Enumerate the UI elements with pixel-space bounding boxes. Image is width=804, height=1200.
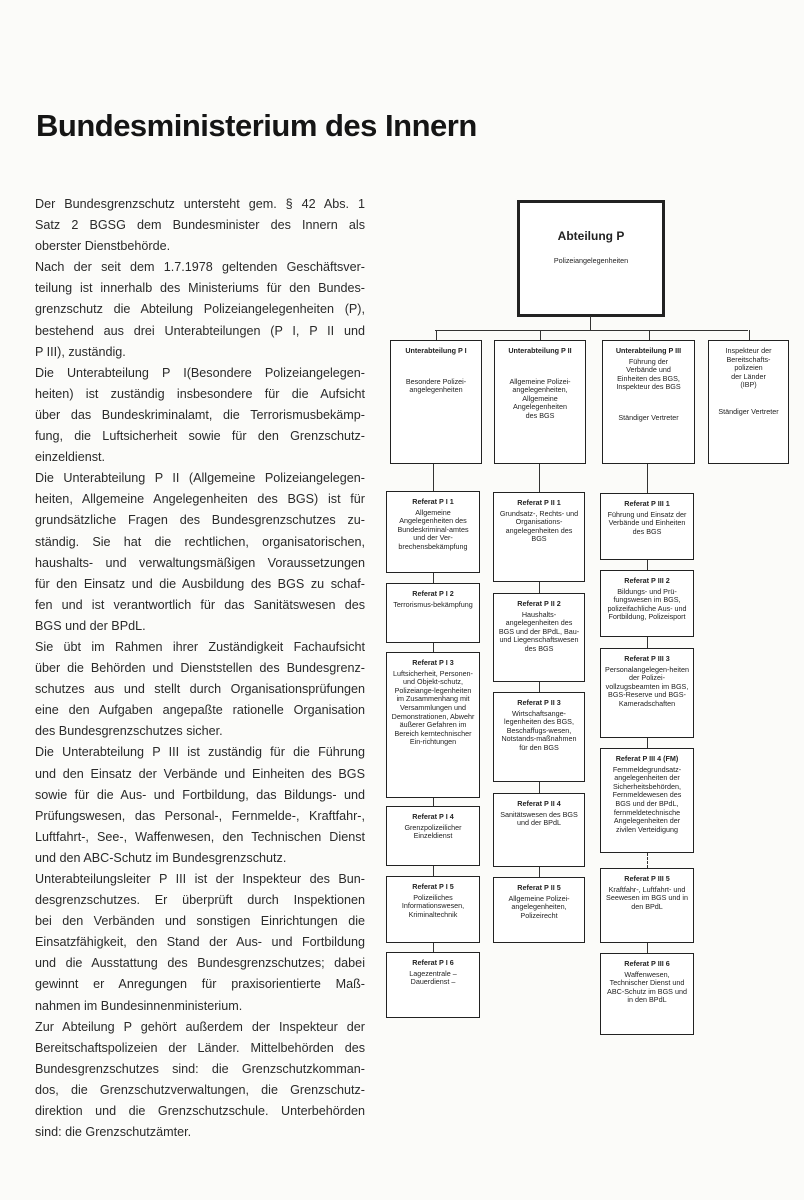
text-line: der Länder	[731, 371, 766, 381]
referat-description: Haushalts-angelegenheiten des BGS und der BPdL, Bau- und Liegenschaftswesen des BGS	[498, 609, 580, 653]
subdivision-description	[709, 347, 788, 390]
department-subtitle: Polizeiangelegenheiten	[553, 256, 629, 265]
referat-title: Referat P III 3	[624, 654, 670, 663]
referat-title: Referat P II 1	[517, 498, 561, 507]
text-line: angelegenheiten,	[512, 385, 568, 395]
text-line: für den Einsatz und die Ausbildung des BGS zu schaf-	[35, 576, 365, 591]
referat-title: Referat P III 2	[624, 576, 670, 585]
text-line: und die Ausstattung des Bundesgrenzschutzes; dabei	[35, 956, 365, 971]
text-line: Bundesgrenzschutzes sind: die Grenzschutzkomman-	[35, 1061, 365, 1076]
text-line: fung, die Luftsicherheit sowie für den Grenzschutz-	[35, 429, 365, 444]
connector	[590, 316, 591, 331]
referat-box	[386, 952, 480, 1018]
referat-description: Führung und Einsatz der Verbände und Einheiten des BGS	[607, 509, 687, 536]
referat-description: Bildungs- und Prü-fungswesen im BGS, polizeifachliche Aus- und Fortbildung, Polizeisport	[607, 586, 687, 622]
connector	[433, 464, 434, 491]
text-line: teilung ist innerhalb des Ministeriums für den Bundes-	[35, 281, 365, 296]
text-line: nahmen im Bundesinnenministerium.	[35, 998, 243, 1013]
text-line: angelegenheiten	[409, 385, 463, 395]
subdivision-box	[708, 340, 789, 464]
text-line: Angelegenheiten	[513, 402, 567, 412]
paragraph	[35, 742, 365, 869]
text-line: Der Bundesgrenzschutz untersteht gem. § 42 Abs. 1	[35, 197, 365, 211]
referat-title: Referat P I 1	[412, 497, 454, 506]
referat-box	[493, 492, 585, 582]
referat-title: Referat P I 6	[412, 958, 454, 967]
text-line: Bereitschaftspolizeien der Länder. Mittelbehörden des	[35, 1040, 365, 1055]
text-line: über die Behörden und Dienststellen des Bundesgrenz-	[35, 661, 365, 676]
text-line: ständig. Sie hat die rechtlichen, organisatorischen,	[35, 534, 365, 549]
referat-box	[386, 806, 480, 866]
referat-box	[386, 583, 480, 643]
text-line: Inspekteur des BGS	[616, 382, 681, 392]
referat-description: Polizeiliches Informationswesen, Kriminaltechnik	[401, 892, 465, 919]
connector	[647, 943, 648, 953]
deputy-label: Ständiger Vertreter	[718, 406, 779, 416]
referat-title: Referat P II 3	[517, 698, 561, 707]
subdivision-description	[603, 358, 694, 392]
department-box	[517, 200, 665, 317]
connector	[539, 782, 540, 793]
connector	[433, 643, 434, 652]
text-line: P III), zuständig.	[35, 344, 126, 359]
text-line: des Bundesgrenzschutzes sicher.	[35, 724, 223, 739]
subdivision-box	[602, 340, 695, 464]
text-line: Führung der	[628, 356, 669, 366]
text-line: über das Bundeskriminalamt, die Terrorismusbekämp-	[35, 407, 365, 422]
connector	[647, 637, 648, 648]
connector	[540, 330, 541, 340]
dashed-connector	[647, 853, 648, 868]
text-line: BGS und der BPdL.	[35, 618, 146, 633]
referat-box	[386, 876, 480, 943]
text-line: gewinnt er Anregungen für praxisorientierte Maß-	[35, 977, 365, 992]
text-line: Zur Abteilung P gehört außerdem der Inspekteur der	[35, 1019, 365, 1034]
text-line: Prüfungswesen, das Personal-, Fernmelde-, Kraftfahr-,	[35, 808, 365, 823]
deputy-label: Ständiger Vertreter	[618, 412, 679, 422]
connector	[436, 330, 437, 340]
subdivision-description	[391, 378, 481, 395]
referat-description: Lagezentrale – Dauerdienst –	[409, 968, 457, 987]
referat-box	[386, 491, 480, 573]
text-line: schutzes aus und stellt durch Organisationsprüfungen	[35, 682, 365, 697]
subdivision-box	[494, 340, 586, 464]
referat-description: Sanitätswesen des BGS und der BPdL	[500, 809, 578, 828]
referat-box	[600, 953, 694, 1035]
text-line: direktion und die Grenzschutzschule. Unterbehörden	[35, 1104, 365, 1119]
text-line: desgrenzschutzes. Er überprüft durch Inspektionen	[35, 893, 365, 908]
referat-box	[493, 877, 585, 943]
text-line: fen und ist verantwortlich für das Sanitätswesen des	[35, 597, 365, 612]
referat-description: Grundsatz-, Rechts- und Organisations-angelegenheiten des BGS	[499, 508, 579, 544]
text-line: Allgemeine	[522, 393, 558, 403]
text-line: Nach der seit dem 1.7.1978 geltenden Geschäftsver-	[35, 260, 365, 275]
text-line: Die Unterabteilung P I(Besondere Polizeiangelegen-	[35, 365, 365, 380]
referat-title: Referat P I 3	[412, 658, 454, 667]
referat-description: Fernmeldegrundsatz-angelegenheiten der Sicherheitsbehörden, Fernmeldewesen des BGS und der BPdL, fernmeldetechnische Angelegenheiten der zivilen Verteidigung	[612, 764, 682, 834]
referat-title: Referat P III 1	[624, 499, 670, 508]
connector	[435, 330, 748, 331]
referat-box	[600, 570, 694, 637]
referat-title: Referat P I 2	[412, 589, 454, 598]
connector	[539, 464, 540, 492]
referat-description: Allgemeine Polizei-angelegenheiten, Polizeirecht	[508, 893, 570, 920]
referat-description: Kraftfahr-, Luftfahrt- und Seewesen im BGS und in den BPdL	[606, 884, 688, 911]
text-line: Sie übt im Rahmen ihrer Zuständigkeit Fachaufsicht	[35, 639, 365, 654]
connector	[433, 943, 434, 952]
text-line: des BGS	[525, 410, 555, 420]
text-line: bestehend aus drei Unterabteilungen (P I, P II und	[35, 323, 365, 338]
text-line: und den ABC-Schutz im Bundesgrenzschutz.	[35, 850, 287, 865]
text-line: heiten) ist zuständig insbesondere für die Aufsicht	[35, 386, 365, 401]
paragraph	[35, 363, 365, 468]
text-line: polizeien	[734, 363, 763, 373]
referat-description: Terrorismus-bekämpfung	[393, 599, 473, 609]
referat-description: Allgemeine Angelegenheiten des Bundeskriminal-amtes und der Ver-brechensbekämpfung	[397, 507, 469, 551]
referat-title: Referat P III 6	[624, 959, 670, 968]
text-line: sowie für die Aus- und Fortbildung, das Bildungs- und	[35, 787, 365, 802]
referat-title: Referat P III 4 (FM)	[615, 754, 679, 763]
connector	[647, 738, 648, 748]
connector	[647, 464, 648, 493]
referat-description: Wirtschaftsange-legenheiten des BGS, Beschaffugs-wesen, Notstands-maßnahmen für den BGS	[501, 708, 577, 752]
referat-description: Luftsicherheit, Personen- und Objekt-schutz, Polizeiange-legenheiten im Zusammenhang mit Versammlungen und Demonstrationen, Abwehr äußerer Gefahren im Bereich kerntechnischer Ein-richtungen	[391, 668, 475, 747]
connector	[647, 560, 648, 570]
referat-description: Personalangelegen-heiten der Polizei-vollzugsbeamten im BGS, BGS-Reserve und BGS-Kameradschaften	[605, 664, 689, 708]
text-line: Die Unterabteilung P II (Allgemeine Polizeiangelegen-	[35, 471, 365, 486]
paragraph	[35, 194, 365, 257]
text-line: dos, die Grenzschutzverwaltungen, die Grenzschutz-	[35, 1082, 365, 1097]
text-line: Die Unterabteilung P III ist zuständig für die Führung	[35, 745, 365, 760]
referat-box	[600, 648, 694, 738]
subdivision-description	[495, 378, 585, 421]
referat-box	[493, 593, 585, 682]
referat-box	[600, 868, 694, 943]
text-line: grundsätzliche Fragen des Bundesgrenzschutzes zu-	[35, 513, 365, 528]
paragraph	[35, 869, 365, 1017]
department-title: Abteilung P	[557, 229, 625, 243]
paragraph	[35, 257, 365, 362]
text-line: Einsatzfähigkeit, den Stand der Aus- und Fortbildung	[35, 935, 365, 950]
paragraph	[35, 1017, 365, 1144]
referat-description: Waffenwesen, Technischer Dienst und ABC-Schutz im BGS und in den BPdL	[607, 969, 687, 1005]
referat-title: Referat P II 2	[517, 599, 561, 608]
subdivision-title: Unterabteilung P III	[615, 346, 682, 355]
paragraph	[35, 468, 365, 637]
text-line: (IBP)	[740, 380, 757, 390]
text-line: sind: die Grenzschutzämter.	[35, 1125, 192, 1140]
text-line: grenzschutz die Abteilung Polizeiangelegenheiten (P),	[35, 302, 365, 317]
text-line: heiten, Allgemeine Angelegenheiten des BGS) ist für	[35, 492, 365, 507]
text-line: Unterabteilungsleiter P III ist der Inspekteur des Bun-	[35, 872, 365, 886]
subdivision-box	[390, 340, 482, 464]
paragraph	[35, 637, 365, 742]
connector	[649, 330, 650, 340]
text-line: oberster Dienstbehörde.	[35, 239, 171, 254]
body-text	[35, 194, 365, 1143]
referat-title: Referat P III 5	[624, 874, 670, 883]
referat-title: Referat P I 5	[412, 882, 454, 891]
text-line: Inspekteur der	[725, 346, 772, 355]
referat-box	[493, 793, 585, 867]
subdivision-title: Unterabteilung P I	[405, 346, 467, 355]
text-line: bei den Verbänden und sonstigen Einrichtungen die	[35, 914, 365, 929]
referat-description: Grenzpolizeilicher Einzeldienst	[404, 822, 462, 841]
referat-box	[600, 748, 694, 853]
page-title: Bundesministerium des Innern	[36, 108, 477, 143]
text-line: Bereitschafts-	[726, 354, 771, 364]
text-line: Besondere Polizei-	[405, 376, 467, 386]
connector	[433, 573, 434, 583]
text-line: und den Einsatz der Verbände und Einheiten des BGS	[35, 766, 365, 781]
referat-title: Referat P II 5	[517, 883, 561, 892]
connector	[433, 866, 434, 876]
referat-box	[386, 652, 480, 798]
text-line: Allgemeine Polizei-	[509, 376, 571, 386]
text-line: Verbände und	[626, 365, 671, 375]
text-line: einzeldienst.	[35, 450, 106, 465]
subdivision-title: Unterabteilung P II	[508, 346, 572, 355]
text-line: Luftfahrt-, See-, Waffenwesen, den Technischen Dienst	[35, 829, 365, 844]
referat-box	[600, 493, 694, 560]
text-line: Satz 2 BGSG dem Bundesminister des Innern als	[35, 218, 365, 233]
connector	[539, 867, 540, 877]
referat-title: Referat P II 4	[517, 799, 561, 808]
connector	[539, 682, 540, 692]
connector	[433, 798, 434, 806]
text-line: eine den Aufgaben angepaßte rationelle Organisation	[35, 703, 365, 718]
text-line: Einheiten des BGS,	[617, 373, 680, 383]
referat-box	[493, 692, 585, 782]
referat-title: Referat P I 4	[412, 812, 454, 821]
connector	[539, 582, 540, 593]
connector	[749, 330, 750, 340]
text-line: haushalts- und verwaltungsmäßigen Voraussetzungen	[35, 555, 365, 570]
